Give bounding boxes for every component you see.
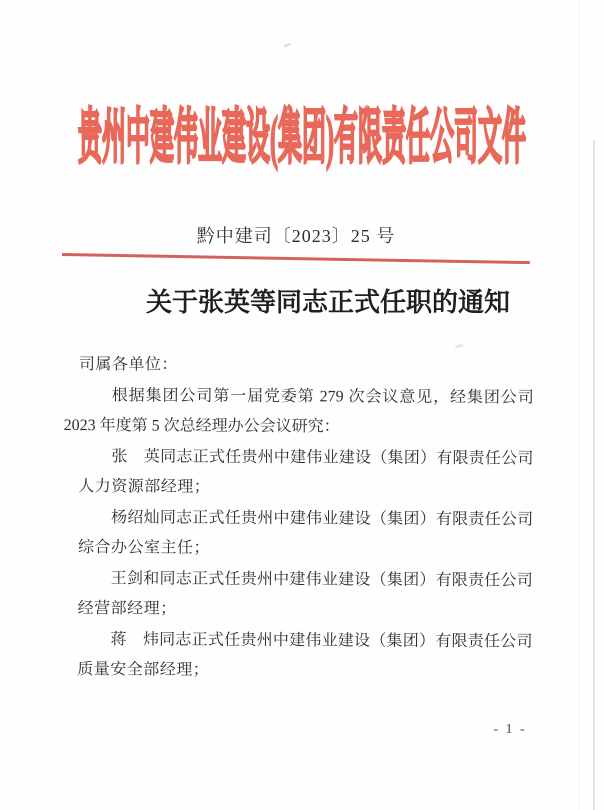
company-letterhead-title: 贵州中建伟业建设(集团)有限责任公司文件 [78, 107, 526, 173]
body-line: 杨绍灿同志正式任贵州中建伟业建设（集团）有限责任公司 [111, 508, 534, 528]
document-reference-number: 黔中建司〔2023〕25 号 [196, 226, 396, 246]
body-line: 张 英同志正式任贵州中建伟业建设（集团）有限责任公司 [111, 447, 534, 467]
scan-speck [284, 43, 291, 47]
scan-edge-artifact-faint [579, 0, 580, 810]
salutation-line: 司属各单位： [78, 356, 178, 374]
scan-edge-artifact [593, 140, 595, 810]
document-body [62, 350, 534, 688]
body-line: 综合办公室主任； [77, 539, 211, 557]
red-divider-rule [62, 253, 530, 264]
body-line: 质量安全部经理； [77, 661, 210, 679]
scan-speck [455, 344, 463, 348]
body-line: 根据集团公司第一届党委第 279 次会议意见，经集团公司 [111, 386, 534, 406]
body-line: 经营部经理； [77, 600, 177, 618]
body-line: 人力资源部经理； [78, 478, 211, 496]
document-title: 关于张英等同志正式任职的通知 [145, 288, 510, 317]
body-line: 蒋 炜同志正式任贵州中建伟业建设（集团）有限责任公司 [110, 630, 533, 650]
body-line: 2023 年度第 5 次总经理办公会议研究： [63, 416, 340, 436]
page-number: - 1 - [493, 722, 527, 737]
body-line: 王剑和同志正式任贵州中建伟业建设（集团）有限责任公司 [110, 569, 533, 589]
